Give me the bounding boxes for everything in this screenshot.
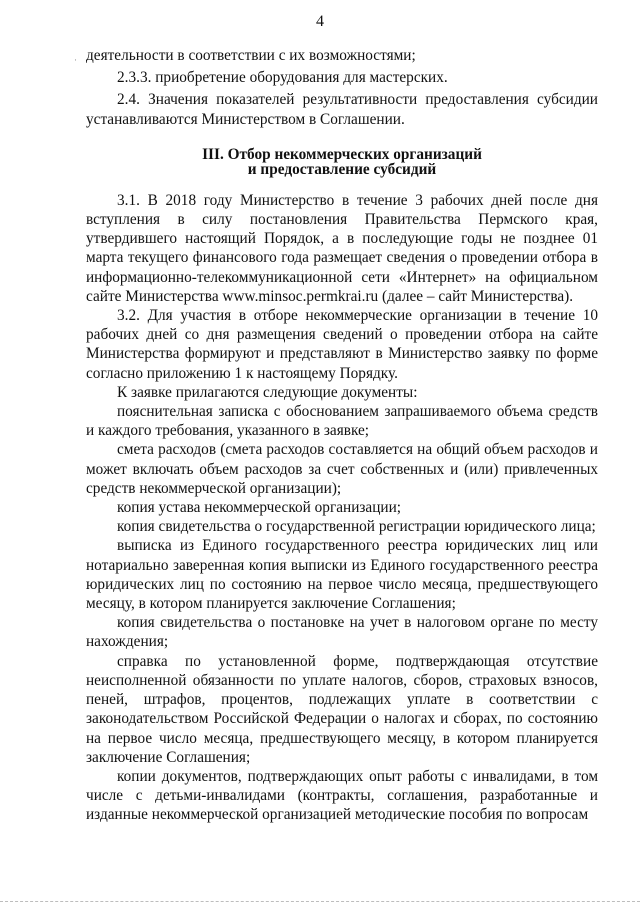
paragraph-2-4: 2.4. Значения показателей результативности предоставления субсидии устанавливаются Министерством в Соглашении.: [86, 91, 598, 128]
page-bottom-edge: [0, 901, 640, 902]
document-item-tax-certificate: справка по установленной форме, подтверждающая отсутствие неисполненной обязанности по уплате налогов, сборов, страховых взносов, пеней, штрафов, процентов, подлежащих уплате в соответствии с законодательством Российской Федерации о налогах и сборах, по состоянию на первое число месяца, предшествующего месяцу, в котором планируется заключение Соглашения;: [86, 652, 598, 766]
document-item-registration-certificate: копия свидетельства о государственной регистрации юридического лица;: [117, 518, 596, 536]
section-heading: [86, 147, 598, 177]
paragraph-3-1: 3.1. В 2018 году Министерство в течение 3 рабочих дней после дня вступления в силу постановления Правительства Пермского края, утвердившего настоящий Порядок, а в последующие годы не позднее 01 марта текущего финансового года размещает сведения о проведении отбора в информационно-телекоммуникационной сети «Интернет» на официальном сайте Министерства www.minsoc.permkrai.ru (далее – сайт Министерства).: [86, 191, 598, 305]
document-item-tax-registration: копия свидетельства о постановке на учет в налоговом органе по месту нахождения;: [86, 614, 598, 651]
document-item-cost-estimate: смета расходов (смета расходов составляется на общий объем расходов и может включать объем расходов за счет собственных и (или) привлеченных средств некоммерческой организации);: [86, 441, 598, 497]
section-heading-line-2: и предоставление субсидий: [247, 160, 437, 178]
document-body: [86, 46, 598, 825]
scan-mark: ·: [74, 55, 77, 65]
paragraph-continuation: деятельности в соответствии с их возможностями;: [86, 47, 416, 64]
section-heading-line-1: III. Отбор некоммерческих организаций: [202, 145, 482, 163]
page-number: 4: [316, 13, 324, 30]
document-item-charter-copy: копия устава некоммерческой организации;: [117, 499, 402, 517]
paragraph-2-3-3: 2.3.3. приобретение оборудования для мастерских.: [117, 69, 448, 87]
document-item-registry-extract: выписка из Единого государственного реестра юридических лиц или нотариально заверенная копия выписки из Единого государственного реестра юридических лиц по состоянию на первое число месяца, предшествующего месяцу, в котором планируется заключение Соглашения;: [86, 537, 598, 613]
document-item-explanatory-note: пояснительная записка с обоснованием запрашиваемого объема средств и каждого требования, указанного в заявке;: [86, 403, 598, 440]
paragraph-3-2: 3.2. Для участия в отборе некоммерческие организации в течение 10 рабочих дней со дня размещения сведений о проведении отбора на сайте Министерства формируют и представляют в Министерство заявку по форме согласно приложению 1 к настоящему Порядку.: [86, 307, 598, 382]
documents-intro: К заявке прилагаются следующие документы:: [117, 383, 418, 401]
document-item-experience-documents: копии документов, подтверждающих опыт работы с инвалидами, в том числе с детьми-инвалидами (контракты, соглашения, разработанные и изданные некоммерческой организацией методические пособия по вопросам: [86, 767, 598, 824]
